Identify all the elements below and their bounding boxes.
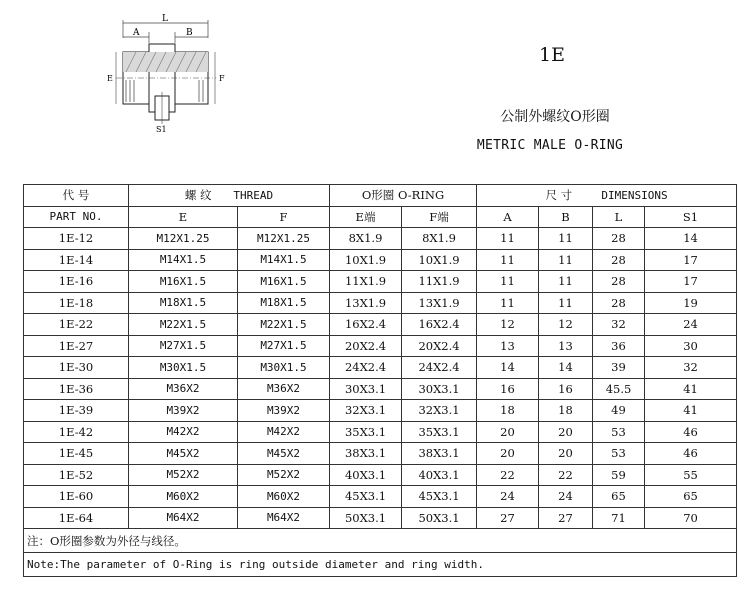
header-row-1 xyxy=(24,185,737,207)
dim-l-cell: 28 xyxy=(593,292,645,314)
oring-f-cell: 45X3.1 xyxy=(402,486,477,508)
thread-e-cell: M64X2 xyxy=(129,507,238,529)
dim-s1-cell: 17 xyxy=(645,249,737,271)
dim-l-cell: 59 xyxy=(593,464,645,486)
oring-f-cell: 13X1.9 xyxy=(402,292,477,314)
dim-label-b: B xyxy=(186,28,193,38)
thread-f-cell: M22X1.5 xyxy=(238,314,330,336)
oring-f-cell: 50X3.1 xyxy=(402,507,477,529)
dim-b-cell: 14 xyxy=(539,357,593,379)
thread-e-cell: M45X2 xyxy=(129,443,238,465)
part-number-cell: 1E-27 xyxy=(24,335,129,357)
dim-b-cell: 13 xyxy=(539,335,593,357)
header-col-f: F xyxy=(238,206,330,228)
table-row xyxy=(24,314,737,336)
dim-a-cell: 18 xyxy=(477,400,539,422)
part-number-cell: 1E-39 xyxy=(24,400,129,422)
dim-b-cell: 16 xyxy=(539,378,593,400)
thread-f-cell: M39X2 xyxy=(238,400,330,422)
dim-a-cell: 16 xyxy=(477,378,539,400)
oring-e-cell: 20X2.4 xyxy=(330,335,402,357)
part-number-cell: 1E-16 xyxy=(24,271,129,293)
dim-l-cell: 36 xyxy=(593,335,645,357)
table-row xyxy=(24,357,737,379)
thread-f-cell: M60X2 xyxy=(238,486,330,508)
thread-e-cell: M16X1.5 xyxy=(129,271,238,293)
header-oring: O形圈 O-RING xyxy=(330,185,477,207)
header-col-f-end: F端 xyxy=(402,206,477,228)
oring-e-cell: 32X3.1 xyxy=(330,400,402,422)
header-part-en: PART NO. xyxy=(24,206,129,228)
part-number-cell: 1E-30 xyxy=(24,357,129,379)
dim-b-cell: 11 xyxy=(539,228,593,250)
oring-f-cell: 10X1.9 xyxy=(402,249,477,271)
dim-a-cell: 12 xyxy=(477,314,539,336)
header-dimensions-en: DIMENSIONS xyxy=(601,189,668,203)
dim-a-cell: 11 xyxy=(477,228,539,250)
thread-f-cell: M27X1.5 xyxy=(238,335,330,357)
thread-e-cell: M12X1.25 xyxy=(129,228,238,250)
dim-b-cell: 11 xyxy=(539,271,593,293)
product-title-chinese: 公制外螺纹O形圈 xyxy=(500,109,610,125)
thread-e-cell: M36X2 xyxy=(129,378,238,400)
oring-e-cell: 13X1.9 xyxy=(330,292,402,314)
header-dimensions xyxy=(477,185,737,207)
table-row xyxy=(24,271,737,293)
dim-b-cell: 18 xyxy=(539,400,593,422)
table-row xyxy=(24,228,737,250)
thread-e-cell: M18X1.5 xyxy=(129,292,238,314)
oring-f-cell: 8X1.9 xyxy=(402,228,477,250)
oring-f-cell: 24X2.4 xyxy=(402,357,477,379)
oring-e-cell: 24X2.4 xyxy=(330,357,402,379)
oring-f-cell: 40X3.1 xyxy=(402,464,477,486)
table-row xyxy=(24,292,737,314)
spec-table-body xyxy=(24,185,737,228)
dim-s1-cell: 19 xyxy=(645,292,737,314)
oring-f-cell: 11X1.9 xyxy=(402,271,477,293)
dim-s1-cell: 17 xyxy=(645,271,737,293)
part-number-cell: 1E-22 xyxy=(24,314,129,336)
table-row xyxy=(24,507,737,529)
part-number-cell: 1E-12 xyxy=(24,228,129,250)
dim-b-cell: 20 xyxy=(539,421,593,443)
dim-a-cell: 20 xyxy=(477,443,539,465)
dim-l-cell: 32 xyxy=(593,314,645,336)
oring-e-cell: 45X3.1 xyxy=(330,486,402,508)
dim-l-cell: 28 xyxy=(593,228,645,250)
header-col-e: E xyxy=(129,206,238,228)
thread-f-cell: M64X2 xyxy=(238,507,330,529)
header-col-a: A xyxy=(477,206,539,228)
dim-s1-cell: 46 xyxy=(645,421,737,443)
product-title-english: METRIC MALE O-RING xyxy=(476,138,624,153)
header-part-cn: 代 号 xyxy=(24,185,129,207)
oring-e-cell: 11X1.9 xyxy=(330,271,402,293)
thread-e-cell: M22X1.5 xyxy=(129,314,238,336)
oring-e-cell: 50X3.1 xyxy=(330,507,402,529)
part-number-cell: 1E-42 xyxy=(24,421,129,443)
header-thread-cn: 螺 纹 xyxy=(184,188,212,203)
dim-l-cell: 65 xyxy=(593,486,645,508)
product-code-title: 1E xyxy=(539,44,565,66)
fitting-drawing xyxy=(96,8,246,138)
dim-a-cell: 22 xyxy=(477,464,539,486)
thread-f-cell: M42X2 xyxy=(238,421,330,443)
thread-e-cell: M14X1.5 xyxy=(129,249,238,271)
thread-f-cell: M18X1.5 xyxy=(238,292,330,314)
dim-label-f: F xyxy=(219,74,225,83)
oring-f-cell: 38X3.1 xyxy=(402,443,477,465)
dim-b-cell: 11 xyxy=(539,292,593,314)
table-row xyxy=(24,400,737,422)
dim-b-cell: 27 xyxy=(539,507,593,529)
oring-f-cell: 35X3.1 xyxy=(402,421,477,443)
oring-e-cell: 30X3.1 xyxy=(330,378,402,400)
thread-e-cell: M27X1.5 xyxy=(129,335,238,357)
note-chinese: 注：O形圈参数为外径与线径。 xyxy=(24,529,737,553)
dim-s1-cell: 70 xyxy=(645,507,737,529)
thread-e-cell: M52X2 xyxy=(129,464,238,486)
dim-l-cell: 71 xyxy=(593,507,645,529)
dim-a-cell: 14 xyxy=(477,357,539,379)
header-thread-en: THREAD xyxy=(233,189,274,203)
header-dimensions-cn: 尺 寸 xyxy=(545,188,573,203)
thread-e-cell: M60X2 xyxy=(129,486,238,508)
dim-l-cell: 28 xyxy=(593,271,645,293)
thread-f-cell: M52X2 xyxy=(238,464,330,486)
dim-a-cell: 13 xyxy=(477,335,539,357)
dim-label-l: L xyxy=(162,14,168,24)
dim-s1-cell: 65 xyxy=(645,486,737,508)
header-col-s1: S1 xyxy=(645,206,737,228)
part-number-cell: 1E-18 xyxy=(24,292,129,314)
part-number-cell: 1E-45 xyxy=(24,443,129,465)
oring-f-cell: 32X3.1 xyxy=(402,400,477,422)
table-row xyxy=(24,464,737,486)
thread-f-cell: M45X2 xyxy=(238,443,330,465)
dim-a-cell: 27 xyxy=(477,507,539,529)
table-row xyxy=(24,486,737,508)
spec-table-notes xyxy=(24,529,737,577)
note-row-english xyxy=(24,553,737,577)
table-row xyxy=(24,443,737,465)
part-number-cell: 1E-64 xyxy=(24,507,129,529)
dim-l-cell: 45.5 xyxy=(593,378,645,400)
oring-e-cell: 35X3.1 xyxy=(330,421,402,443)
dim-b-cell: 11 xyxy=(539,249,593,271)
dim-b-cell: 22 xyxy=(539,464,593,486)
thread-f-cell: M16X1.5 xyxy=(238,271,330,293)
header-row-2 xyxy=(24,206,737,228)
dim-s1-cell: 24 xyxy=(645,314,737,336)
oring-f-cell: 30X3.1 xyxy=(402,378,477,400)
header-col-e-end: E端 xyxy=(330,206,402,228)
dim-l-cell: 53 xyxy=(593,443,645,465)
part-number-cell: 1E-36 xyxy=(24,378,129,400)
dim-l-cell: 53 xyxy=(593,421,645,443)
dim-b-cell: 24 xyxy=(539,486,593,508)
oring-e-cell: 16X2.4 xyxy=(330,314,402,336)
dim-s1-cell: 41 xyxy=(645,378,737,400)
oring-e-cell: 8X1.9 xyxy=(330,228,402,250)
thread-f-cell: M12X1.25 xyxy=(238,228,330,250)
part-number-cell: 1E-14 xyxy=(24,249,129,271)
dim-s1-cell: 46 xyxy=(645,443,737,465)
thread-f-cell: M30X1.5 xyxy=(238,357,330,379)
dim-s1-cell: 55 xyxy=(645,464,737,486)
dim-label-a: A xyxy=(133,28,140,38)
dim-label-e: E xyxy=(107,74,113,83)
thread-e-cell: M42X2 xyxy=(129,421,238,443)
part-number-cell: 1E-60 xyxy=(24,486,129,508)
dim-b-cell: 12 xyxy=(539,314,593,336)
spec-table xyxy=(23,184,737,577)
table-row xyxy=(24,249,737,271)
thread-e-cell: M30X1.5 xyxy=(129,357,238,379)
oring-e-cell: 10X1.9 xyxy=(330,249,402,271)
thread-f-cell: M36X2 xyxy=(238,378,330,400)
part-number-cell: 1E-52 xyxy=(24,464,129,486)
dim-label-s1: S1 xyxy=(156,125,167,134)
oring-e-cell: 40X3.1 xyxy=(330,464,402,486)
dim-a-cell: 11 xyxy=(477,271,539,293)
oring-f-cell: 16X2.4 xyxy=(402,314,477,336)
dim-b-cell: 20 xyxy=(539,443,593,465)
note-english: Note:The parameter of O-Ring is ring outside diameter and ring width. xyxy=(24,553,737,577)
dim-s1-cell: 32 xyxy=(645,357,737,379)
dim-l-cell: 28 xyxy=(593,249,645,271)
oring-e-cell: 38X3.1 xyxy=(330,443,402,465)
table-row xyxy=(24,335,737,357)
header-col-l: L xyxy=(593,206,645,228)
note-row-chinese xyxy=(24,529,737,553)
dim-l-cell: 49 xyxy=(593,400,645,422)
table-row xyxy=(24,421,737,443)
dim-a-cell: 11 xyxy=(477,249,539,271)
header-col-b: B xyxy=(539,206,593,228)
dim-s1-cell: 41 xyxy=(645,400,737,422)
header-thread xyxy=(129,185,330,207)
spec-table-rows xyxy=(24,228,737,529)
dim-a-cell: 20 xyxy=(477,421,539,443)
oring-f-cell: 20X2.4 xyxy=(402,335,477,357)
dim-a-cell: 11 xyxy=(477,292,539,314)
dim-a-cell: 24 xyxy=(477,486,539,508)
dim-l-cell: 39 xyxy=(593,357,645,379)
dim-s1-cell: 14 xyxy=(645,228,737,250)
table-row xyxy=(24,378,737,400)
thread-f-cell: M14X1.5 xyxy=(238,249,330,271)
thread-e-cell: M39X2 xyxy=(129,400,238,422)
dim-s1-cell: 30 xyxy=(645,335,737,357)
